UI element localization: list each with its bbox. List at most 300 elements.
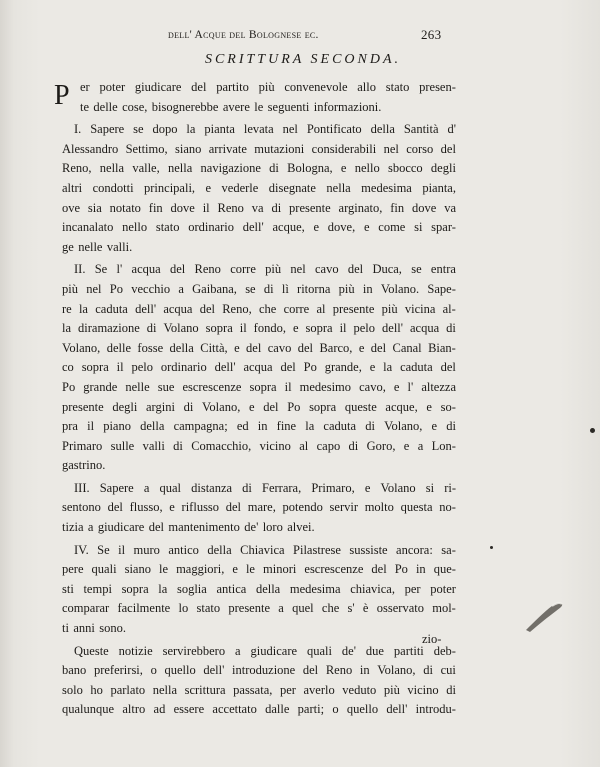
word: corre: [283, 301, 310, 316]
word: Città,: [200, 340, 228, 355]
word: del: [199, 301, 215, 316]
word: del: [169, 262, 186, 277]
word: convenevole: [284, 80, 348, 94]
word: III.: [74, 480, 90, 495]
word: dopo: [152, 122, 178, 137]
word: cose,: [122, 99, 148, 114]
word: di: [269, 161, 279, 176]
word: bano: [62, 663, 87, 678]
word: Sapere: [90, 122, 125, 137]
text-line: [62, 560, 456, 580]
word: escrescenze: [304, 562, 364, 577]
paragraph: [62, 541, 456, 639]
word: levata: [243, 122, 274, 137]
word: è: [362, 601, 369, 616]
word: siano: [175, 141, 202, 156]
word: fosse: [137, 340, 164, 355]
word: Duca,: [372, 262, 402, 277]
drop-cap: P: [54, 80, 70, 111]
word: arginato,: [338, 200, 383, 215]
word: sopra: [81, 360, 109, 375]
word: della: [140, 419, 165, 434]
word: Bian-: [428, 340, 456, 355]
word: e: [393, 379, 400, 394]
paragraph: [62, 120, 456, 257]
word: sia: [87, 200, 102, 215]
word: vicino: [259, 438, 291, 453]
word: se: [411, 262, 422, 277]
word: considerabili: [311, 141, 377, 156]
word: no-: [439, 500, 456, 515]
word: re: [62, 301, 72, 316]
word: più: [265, 262, 282, 277]
word: Pilastrese: [293, 542, 341, 557]
word: sue: [157, 379, 175, 394]
word: sopra: [249, 379, 277, 394]
word: nella: [326, 180, 351, 195]
word: dell': [386, 702, 408, 717]
word: si: [414, 220, 423, 235]
word: del: [440, 141, 456, 156]
word: di: [348, 438, 359, 453]
word: mare,: [247, 500, 276, 515]
word: e: [431, 419, 438, 434]
word: vicina: [404, 301, 436, 316]
word: anni: [73, 621, 95, 636]
word: nel: [282, 122, 298, 137]
word: Reno,: [62, 161, 92, 176]
word: a: [278, 601, 284, 616]
body-text: [54, 78, 456, 720]
word: e: [232, 562, 238, 577]
word: del: [148, 520, 164, 535]
word: muro: [133, 542, 160, 557]
word: acque,: [272, 220, 305, 235]
word: sa-: [441, 542, 456, 557]
text-line: [62, 120, 456, 140]
word: poter: [99, 80, 126, 94]
word: presen-: [419, 80, 456, 94]
word: er: [80, 80, 90, 94]
word: che: [321, 601, 340, 616]
word: della: [255, 581, 281, 596]
word: d': [447, 122, 456, 137]
text-line: [62, 541, 456, 561]
word: minori: [263, 562, 297, 577]
word: soglia: [176, 581, 207, 596]
word: so-: [440, 399, 456, 414]
word: ri-: [444, 480, 456, 495]
word: e: [169, 500, 175, 515]
word: Volano.: [380, 281, 420, 296]
word: sopra: [121, 581, 149, 596]
word: seguenti: [267, 99, 310, 114]
word: Bologna,: [287, 161, 333, 176]
word: il: [116, 360, 124, 375]
word: il: [118, 542, 126, 557]
word: avere: [222, 99, 250, 114]
word: grande,: [324, 360, 362, 375]
word: chiavica,: [350, 581, 395, 596]
word: riflusso: [181, 500, 220, 515]
word: se: [245, 281, 256, 296]
word: fin: [148, 200, 163, 215]
word: Canal: [392, 340, 422, 355]
word: Settimo,: [125, 141, 168, 156]
word: Santità: [403, 122, 439, 137]
word: altri: [62, 180, 83, 195]
word: del: [347, 262, 364, 277]
word: potendo: [282, 500, 323, 515]
word: in: [257, 419, 268, 434]
word: la: [383, 360, 393, 375]
word: presente: [228, 601, 271, 616]
word: di: [271, 200, 282, 215]
word: flusso,: [129, 500, 163, 515]
running-head: dell' Acque del Bolognese ec.: [168, 29, 319, 41]
word: dell': [242, 220, 264, 235]
word: del: [371, 562, 387, 577]
word: piano: [103, 419, 131, 434]
word: presente: [289, 200, 331, 215]
word: argini: [146, 399, 175, 414]
word: la: [305, 419, 315, 434]
word: introdu-: [415, 702, 456, 717]
word: e: [426, 399, 432, 414]
word: Pontificato: [306, 122, 362, 137]
word: Po: [287, 399, 301, 414]
word: delle: [93, 99, 118, 114]
word: Volano,: [384, 419, 423, 434]
word: valle,: [132, 161, 160, 176]
word: disegnate: [268, 180, 316, 195]
word: fin: [390, 200, 405, 215]
word: Primaro,: [311, 480, 355, 495]
text-line: [62, 642, 456, 662]
word: quel: [292, 601, 314, 616]
word: lo: [178, 601, 189, 616]
word: Reno: [217, 200, 244, 215]
word: I.: [74, 122, 82, 137]
word: o: [332, 702, 339, 717]
word: pra: [62, 419, 78, 434]
word: in: [362, 281, 373, 296]
word: nella: [167, 161, 193, 176]
word: partiti: [393, 643, 424, 658]
word: veduto: [342, 682, 377, 697]
word: s': [347, 601, 355, 616]
word: nello: [122, 220, 148, 235]
word: servir: [329, 500, 358, 515]
paper-stain: [522, 592, 566, 636]
word: Se: [97, 542, 110, 557]
text-line: [62, 300, 456, 320]
word: Volano: [163, 321, 199, 336]
word: valli.: [106, 239, 133, 254]
word: di: [242, 480, 252, 495]
word: partito: [216, 80, 249, 94]
word: Po: [109, 281, 123, 296]
word: Goro,: [366, 438, 396, 453]
word: gastrino.: [62, 458, 106, 473]
ink-spot: [590, 428, 595, 433]
word: il: [202, 200, 210, 215]
word: escrescenze: [182, 379, 242, 394]
word: e: [292, 321, 299, 336]
word: facilmente: [117, 601, 171, 616]
word: ove: [62, 200, 81, 215]
word: più: [258, 80, 275, 94]
word: Se: [94, 262, 108, 277]
word: e: [234, 340, 240, 355]
word: della: [370, 122, 395, 137]
word: ho: [90, 682, 103, 697]
word: caduta: [323, 419, 357, 434]
word: dove: [412, 200, 437, 215]
word: stato: [196, 601, 221, 616]
word: del: [263, 399, 279, 414]
word: Reno,: [222, 301, 252, 316]
word: dell': [203, 663, 225, 678]
word: pianta,: [422, 180, 456, 195]
word: a: [417, 438, 424, 453]
text-line: [62, 218, 456, 238]
word: al: [299, 438, 309, 453]
word: più: [62, 281, 78, 296]
word: Po: [303, 360, 317, 375]
word: più: [338, 281, 355, 296]
word: maggiori,: [176, 562, 225, 577]
word: diramazione: [78, 321, 140, 336]
word: della: [207, 542, 232, 557]
word: la: [62, 321, 72, 336]
word: e: [364, 480, 371, 495]
word: altro: [122, 702, 146, 717]
text-line: [62, 599, 456, 619]
word: medesima: [361, 180, 412, 195]
word: cavo,: [359, 379, 386, 394]
word: alvei.: [287, 520, 315, 535]
text-line: [62, 619, 456, 639]
paragraph: [54, 78, 456, 117]
word: sentono: [62, 500, 101, 515]
word: Po: [394, 562, 408, 577]
word: di: [173, 438, 183, 453]
text-line: [62, 280, 456, 300]
word: nelle: [78, 239, 103, 254]
word: II.: [74, 262, 86, 277]
word: di: [423, 663, 433, 678]
word: caduta: [95, 301, 128, 316]
word: pelo: [131, 360, 153, 375]
word: Po: [62, 379, 76, 394]
word: pelo: [353, 321, 376, 336]
word: cavo: [314, 262, 339, 277]
word: arrivate: [208, 141, 247, 156]
word: acque,: [385, 399, 418, 414]
word: questa: [400, 500, 433, 515]
word: ordinario: [188, 220, 235, 235]
word: Volano: [380, 480, 416, 495]
word: giudicare: [134, 80, 182, 94]
word: a: [178, 281, 184, 296]
word: antico: [168, 542, 199, 557]
word: delle: [106, 340, 132, 355]
word: lì: [281, 281, 289, 296]
text-line: [62, 199, 456, 219]
word: informazioni.: [313, 99, 382, 114]
word: cui: [440, 663, 456, 678]
text-line: [62, 580, 456, 600]
word: comparar: [62, 601, 110, 616]
word: mantenimento: [168, 520, 240, 535]
word: e: [363, 220, 370, 235]
word: deb-: [433, 643, 456, 658]
word: a: [143, 480, 150, 495]
word: preferirsi,: [93, 663, 143, 678]
text-line: [62, 518, 456, 538]
text-line: [62, 661, 456, 681]
word: per: [404, 581, 421, 596]
text-line: [62, 700, 456, 720]
word: Comacchio,: [191, 438, 252, 453]
word: passata,: [233, 682, 273, 697]
word: e: [205, 180, 212, 195]
word: Sape-: [427, 281, 456, 296]
word: al-: [442, 301, 456, 316]
word: stato: [155, 220, 180, 235]
word: di: [183, 399, 194, 414]
word: entra: [430, 262, 456, 277]
word: introduzione: [232, 663, 296, 678]
word: ancora:: [396, 542, 433, 557]
page-number: 263: [421, 27, 442, 42]
word: ordinario: [160, 360, 207, 375]
word: notizie: [118, 643, 153, 658]
word: come: [378, 220, 406, 235]
word: del: [302, 663, 319, 678]
word: le: [159, 562, 169, 577]
word: Volano,: [202, 399, 241, 414]
word: antica: [216, 581, 247, 596]
word: ti: [62, 621, 69, 636]
word: scrittura: [184, 682, 226, 697]
word: dove: [170, 200, 195, 215]
word: sti: [62, 581, 74, 596]
text-line: [62, 398, 456, 418]
word: ad: [153, 702, 166, 717]
word: dell': [214, 360, 236, 375]
word: di: [446, 321, 456, 336]
word: quello: [164, 663, 196, 678]
word: di: [263, 281, 274, 296]
word: giudicare: [250, 643, 298, 658]
text-line: [62, 479, 456, 499]
word: grande: [83, 379, 118, 394]
word: Primaro: [62, 438, 103, 453]
paragraph: [62, 642, 456, 720]
word: acqua: [163, 301, 193, 316]
section-title: SCRITTURA SECONDA.: [204, 52, 402, 67]
word: Volano,: [377, 663, 416, 678]
word: e: [340, 161, 347, 176]
text-line: [62, 98, 456, 118]
word: pianta: [204, 122, 235, 137]
word: pere: [62, 562, 84, 577]
text-line: [62, 140, 456, 160]
page-header: [0, 29, 600, 47]
word: acqua: [410, 321, 440, 336]
word: ge: [62, 239, 74, 254]
word: osservato: [376, 601, 424, 616]
word: loro: [262, 520, 283, 535]
word: solo: [62, 682, 83, 697]
word: giudicare: [97, 520, 145, 535]
word: qual: [159, 480, 182, 495]
word: distanza: [191, 480, 233, 495]
word: vicino: [407, 682, 439, 697]
word: al: [316, 301, 326, 316]
word: sopra: [309, 399, 337, 414]
word: nel: [290, 262, 306, 277]
word: principali,: [144, 180, 196, 195]
word: dell': [135, 301, 157, 316]
word: corso: [406, 141, 434, 156]
word: accettato: [212, 702, 257, 717]
word: la: [186, 122, 196, 137]
text-line: [62, 260, 456, 280]
word: si: [425, 480, 435, 495]
word: va: [251, 200, 264, 215]
word: cavo: [267, 340, 292, 355]
word: Barco,: [319, 340, 353, 355]
word: tempi: [83, 581, 112, 596]
word: più: [381, 301, 398, 316]
word: di: [446, 682, 456, 697]
word: medesimo: [299, 379, 352, 394]
word: dell': [382, 321, 404, 336]
word: fine: [276, 419, 297, 434]
word: il: [284, 379, 292, 394]
word: del: [280, 360, 296, 375]
word: corre: [230, 262, 256, 277]
word: Sapere: [99, 480, 134, 495]
word: a: [235, 643, 241, 658]
text-line: [62, 498, 456, 518]
text-line: [62, 456, 456, 476]
word: vederle: [221, 180, 259, 195]
word: presente: [62, 399, 104, 414]
catchword: zio-: [422, 632, 442, 646]
word: fondo,: [253, 321, 286, 336]
word: IV.: [74, 542, 89, 557]
word: molto: [364, 500, 394, 515]
word: siano: [124, 562, 151, 577]
word: caduta: [400, 360, 433, 375]
text-line: [62, 417, 456, 437]
word: la: [78, 301, 88, 316]
word: stato: [385, 80, 410, 94]
word: mol-: [432, 601, 456, 616]
word: ed: [236, 419, 249, 434]
word: presente: [332, 301, 375, 316]
word: nella: [152, 682, 178, 697]
word: le: [245, 562, 255, 577]
word: Queste: [74, 643, 109, 658]
word: sopra: [305, 321, 333, 336]
word: capo: [316, 438, 341, 453]
word: il: [239, 321, 247, 336]
